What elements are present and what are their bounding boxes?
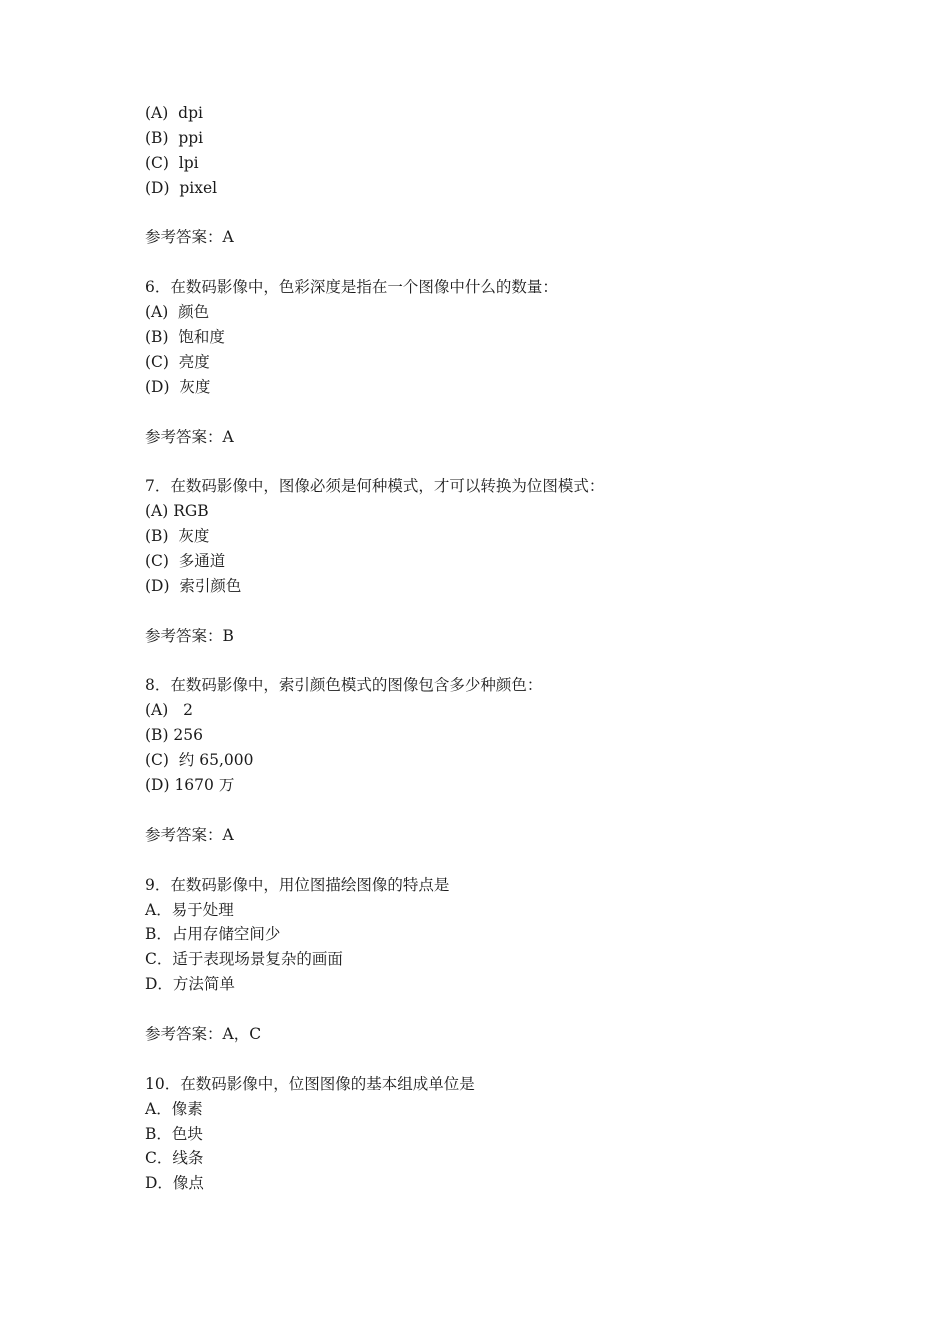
spacer bbox=[145, 1047, 845, 1072]
option-a: A．易于处理 bbox=[145, 900, 234, 919]
answer-5: 参考答案：A bbox=[145, 228, 234, 247]
option-d: (D) 1670 万 bbox=[145, 776, 235, 795]
question-10 bbox=[145, 1072, 845, 1196]
question-text: 7．在数码影像中，图像必须是何种模式，才可以转换为位图模式： bbox=[145, 477, 605, 496]
question-9 bbox=[145, 873, 845, 997]
option-a: (A) dpi bbox=[145, 104, 203, 122]
option-d: D．像点 bbox=[145, 1174, 204, 1193]
option-a: (A) RGB bbox=[145, 502, 209, 521]
option-b: (B) 饱和度 bbox=[145, 328, 225, 347]
spacer bbox=[145, 250, 845, 275]
spacer bbox=[145, 848, 845, 873]
option-d: (D) 灰度 bbox=[145, 377, 211, 396]
spacer bbox=[145, 599, 845, 624]
option-d: D．方法简单 bbox=[145, 975, 235, 994]
option-a: A．像素 bbox=[145, 1099, 203, 1118]
option-b: B．色块 bbox=[145, 1124, 203, 1143]
spacer bbox=[145, 201, 845, 226]
question-8 bbox=[145, 673, 845, 797]
question-5-options bbox=[145, 101, 845, 201]
spacer bbox=[145, 997, 845, 1022]
option-c: (C) 约 65,000 bbox=[145, 751, 254, 770]
question-text: 6．在数码影像中，色彩深度是指在一个图像中什么的数量： bbox=[145, 278, 558, 297]
spacer bbox=[145, 798, 845, 823]
exam-page bbox=[145, 101, 845, 1196]
spacer bbox=[145, 449, 845, 474]
option-c: C．线条 bbox=[145, 1149, 204, 1168]
answer-9: 参考答案：A，C bbox=[145, 1024, 262, 1043]
option-b: (B) ppi bbox=[145, 128, 204, 147]
answer-6: 参考答案：A bbox=[145, 427, 234, 446]
option-b: (B) 灰度 bbox=[145, 527, 210, 546]
question-text: 10．在数码影像中，位图图像的基本组成单位是 bbox=[145, 1074, 475, 1093]
spacer bbox=[145, 649, 845, 674]
answer-7: 参考答案：B bbox=[145, 626, 234, 645]
answer-8: 参考答案：A bbox=[145, 825, 234, 844]
question-6 bbox=[145, 275, 845, 399]
option-c: (C) 亮度 bbox=[145, 352, 210, 371]
option-b: B．占用存储空间少 bbox=[145, 925, 281, 944]
option-c: (C) 多通道 bbox=[145, 552, 226, 571]
question-text: 9．在数码影像中，用位图描绘图像的特点是 bbox=[145, 875, 450, 894]
question-text: 8．在数码影像中，索引颜色模式的图像包含多少种颜色： bbox=[145, 676, 543, 695]
spacer bbox=[145, 400, 845, 425]
option-c: (C) lpi bbox=[145, 153, 199, 172]
option-b: (B) 256 bbox=[145, 726, 203, 745]
option-d: (D) pixel bbox=[145, 178, 218, 197]
option-c: C．适于表现场景复杂的画面 bbox=[145, 950, 343, 969]
option-a: (A) 颜色 bbox=[145, 303, 210, 322]
question-7 bbox=[145, 474, 845, 598]
option-a: (A) 2 bbox=[145, 701, 193, 720]
option-d: (D) 索引颜色 bbox=[145, 576, 242, 595]
